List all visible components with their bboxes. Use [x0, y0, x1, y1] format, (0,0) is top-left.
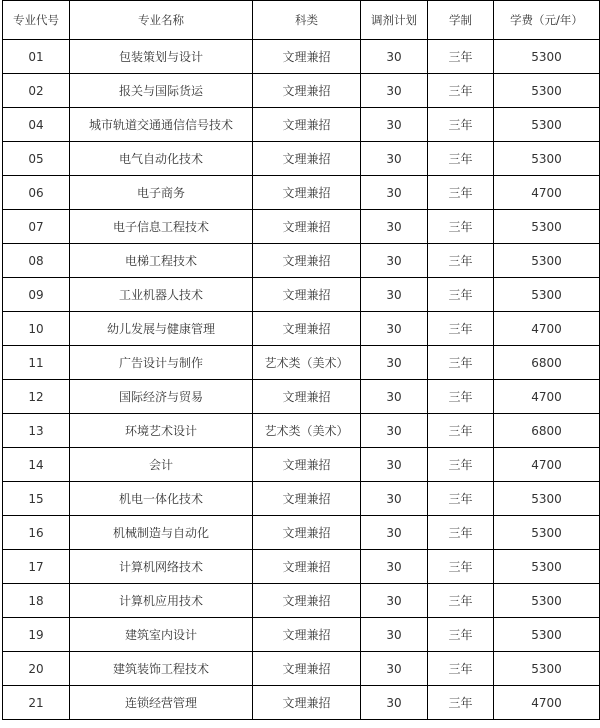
- cell-duration: 三年: [428, 448, 494, 482]
- cell-tuition: 4700: [494, 686, 600, 720]
- cell-major-name: 幼儿发展与健康管理: [70, 312, 253, 346]
- cell-tuition: 5300: [494, 618, 600, 652]
- cell-major-code: 07: [3, 210, 70, 244]
- cell-category: 文理兼招: [253, 482, 361, 516]
- cell-duration: 三年: [428, 686, 494, 720]
- cell-major-code: 19: [3, 618, 70, 652]
- cell-category: 文理兼招: [253, 380, 361, 414]
- table-row: [3, 584, 600, 618]
- cell-category: 文理兼招: [253, 618, 361, 652]
- cell-tuition: 5300: [494, 516, 600, 550]
- cell-major-code: 04: [3, 108, 70, 142]
- cell-major-name: 建筑装饰工程技术: [70, 652, 253, 686]
- cell-tuition: 5300: [494, 74, 600, 108]
- table-row: [3, 278, 600, 312]
- cell-plan: 30: [361, 448, 428, 482]
- cell-category: 文理兼招: [253, 40, 361, 74]
- cell-plan: 30: [361, 74, 428, 108]
- cell-duration: 三年: [428, 414, 494, 448]
- cell-category: 文理兼招: [253, 108, 361, 142]
- cell-tuition: 4700: [494, 176, 600, 210]
- cell-tuition: 5300: [494, 652, 600, 686]
- cell-major-name: 包装策划与设计: [70, 40, 253, 74]
- cell-tuition: 5300: [494, 482, 600, 516]
- table-row: [3, 108, 600, 142]
- cell-major-name: 建筑室内设计: [70, 618, 253, 652]
- cell-tuition: 6800: [494, 346, 600, 380]
- cell-duration: 三年: [428, 584, 494, 618]
- cell-plan: 30: [361, 210, 428, 244]
- cell-major-name: 报关与国际货运: [70, 74, 253, 108]
- cell-major-code: 18: [3, 584, 70, 618]
- cell-plan: 30: [361, 652, 428, 686]
- cell-major-name: 环境艺术设计: [70, 414, 253, 448]
- cell-tuition: 5300: [494, 142, 600, 176]
- cell-major-code: 13: [3, 414, 70, 448]
- cell-plan: 30: [361, 516, 428, 550]
- table-row: [3, 74, 600, 108]
- table-row: [3, 210, 600, 244]
- table-row: [3, 40, 600, 74]
- cell-category: 文理兼招: [253, 74, 361, 108]
- cell-plan: 30: [361, 414, 428, 448]
- cell-major-code: 01: [3, 40, 70, 74]
- cell-plan: 30: [361, 108, 428, 142]
- cell-plan: 30: [361, 482, 428, 516]
- cell-major-code: 12: [3, 380, 70, 414]
- cell-plan: 30: [361, 40, 428, 74]
- cell-category: 文理兼招: [253, 584, 361, 618]
- cell-duration: 三年: [428, 74, 494, 108]
- cell-tuition: 5300: [494, 244, 600, 278]
- header-plan: 调剂计划: [361, 1, 428, 40]
- cell-plan: 30: [361, 550, 428, 584]
- cell-major-code: 05: [3, 142, 70, 176]
- cell-duration: 三年: [428, 550, 494, 584]
- cell-major-name: 电子信息工程技术: [70, 210, 253, 244]
- table-row: [3, 686, 600, 720]
- cell-duration: 三年: [428, 210, 494, 244]
- cell-major-code: 21: [3, 686, 70, 720]
- cell-major-name: 工业机器人技术: [70, 278, 253, 312]
- cell-category: 文理兼招: [253, 312, 361, 346]
- header-row: [3, 1, 600, 40]
- cell-tuition: 4700: [494, 448, 600, 482]
- cell-major-code: 08: [3, 244, 70, 278]
- cell-duration: 三年: [428, 618, 494, 652]
- header-major-name: 专业名称: [70, 1, 253, 40]
- table-row: [3, 176, 600, 210]
- table-row: [3, 346, 600, 380]
- table-row: [3, 312, 600, 346]
- cell-category: 文理兼招: [253, 210, 361, 244]
- cell-major-name: 连锁经营管理: [70, 686, 253, 720]
- cell-duration: 三年: [428, 312, 494, 346]
- table-body: [3, 40, 600, 720]
- cell-major-name: 城市轨道交通通信信号技术: [70, 108, 253, 142]
- cell-tuition: 5300: [494, 210, 600, 244]
- cell-major-name: 机电一体化技术: [70, 482, 253, 516]
- cell-category: 文理兼招: [253, 142, 361, 176]
- cell-plan: 30: [361, 686, 428, 720]
- cell-major-name: 机械制造与自动化: [70, 516, 253, 550]
- cell-plan: 30: [361, 380, 428, 414]
- cell-plan: 30: [361, 312, 428, 346]
- header-category: 科类: [253, 1, 361, 40]
- cell-category: 文理兼招: [253, 176, 361, 210]
- cell-major-code: 09: [3, 278, 70, 312]
- table-row: [3, 244, 600, 278]
- table-row: [3, 618, 600, 652]
- cell-major-name: 电梯工程技术: [70, 244, 253, 278]
- cell-category: 文理兼招: [253, 278, 361, 312]
- cell-major-code: 16: [3, 516, 70, 550]
- majors-table: [2, 0, 600, 720]
- cell-tuition: 5300: [494, 108, 600, 142]
- cell-major-name: 电气自动化技术: [70, 142, 253, 176]
- cell-category: 文理兼招: [253, 516, 361, 550]
- cell-category: 文理兼招: [253, 686, 361, 720]
- cell-duration: 三年: [428, 278, 494, 312]
- cell-category: 文理兼招: [253, 652, 361, 686]
- cell-tuition: 6800: [494, 414, 600, 448]
- cell-plan: 30: [361, 584, 428, 618]
- cell-major-code: 14: [3, 448, 70, 482]
- cell-category: 文理兼招: [253, 244, 361, 278]
- header-major-code: 专业代号: [3, 1, 70, 40]
- cell-plan: 30: [361, 244, 428, 278]
- cell-duration: 三年: [428, 108, 494, 142]
- cell-plan: 30: [361, 142, 428, 176]
- cell-major-name: 会计: [70, 448, 253, 482]
- table-row: [3, 380, 600, 414]
- cell-major-code: 11: [3, 346, 70, 380]
- cell-major-name: 电子商务: [70, 176, 253, 210]
- cell-plan: 30: [361, 618, 428, 652]
- table-row: [3, 142, 600, 176]
- cell-category: 艺术类（美术）: [253, 414, 361, 448]
- cell-tuition: 5300: [494, 550, 600, 584]
- cell-duration: 三年: [428, 346, 494, 380]
- cell-tuition: 5300: [494, 278, 600, 312]
- cell-tuition: 4700: [494, 312, 600, 346]
- cell-duration: 三年: [428, 176, 494, 210]
- table-row: [3, 482, 600, 516]
- cell-major-name: 国际经济与贸易: [70, 380, 253, 414]
- table-row: [3, 516, 600, 550]
- cell-major-code: 10: [3, 312, 70, 346]
- cell-major-name: 广告设计与制作: [70, 346, 253, 380]
- cell-category: 文理兼招: [253, 550, 361, 584]
- table-header: [3, 1, 600, 40]
- cell-duration: 三年: [428, 142, 494, 176]
- cell-plan: 30: [361, 346, 428, 380]
- cell-tuition: 5300: [494, 584, 600, 618]
- cell-duration: 三年: [428, 380, 494, 414]
- cell-tuition: 5300: [494, 40, 600, 74]
- table-row: [3, 652, 600, 686]
- header-duration: 学制: [428, 1, 494, 40]
- cell-major-name: 计算机网络技术: [70, 550, 253, 584]
- cell-category: 艺术类（美术）: [253, 346, 361, 380]
- cell-major-code: 15: [3, 482, 70, 516]
- cell-duration: 三年: [428, 652, 494, 686]
- cell-category: 文理兼招: [253, 448, 361, 482]
- table-row: [3, 448, 600, 482]
- cell-plan: 30: [361, 278, 428, 312]
- table-row: [3, 414, 600, 448]
- cell-major-code: 02: [3, 74, 70, 108]
- cell-duration: 三年: [428, 244, 494, 278]
- cell-major-code: 17: [3, 550, 70, 584]
- cell-tuition: 4700: [494, 380, 600, 414]
- cell-plan: 30: [361, 176, 428, 210]
- cell-duration: 三年: [428, 482, 494, 516]
- header-tuition: 学费（元/年）: [494, 1, 600, 40]
- table-row: [3, 550, 600, 584]
- cell-duration: 三年: [428, 40, 494, 74]
- cell-major-name: 计算机应用技术: [70, 584, 253, 618]
- cell-duration: 三年: [428, 516, 494, 550]
- cell-major-code: 06: [3, 176, 70, 210]
- cell-major-code: 20: [3, 652, 70, 686]
